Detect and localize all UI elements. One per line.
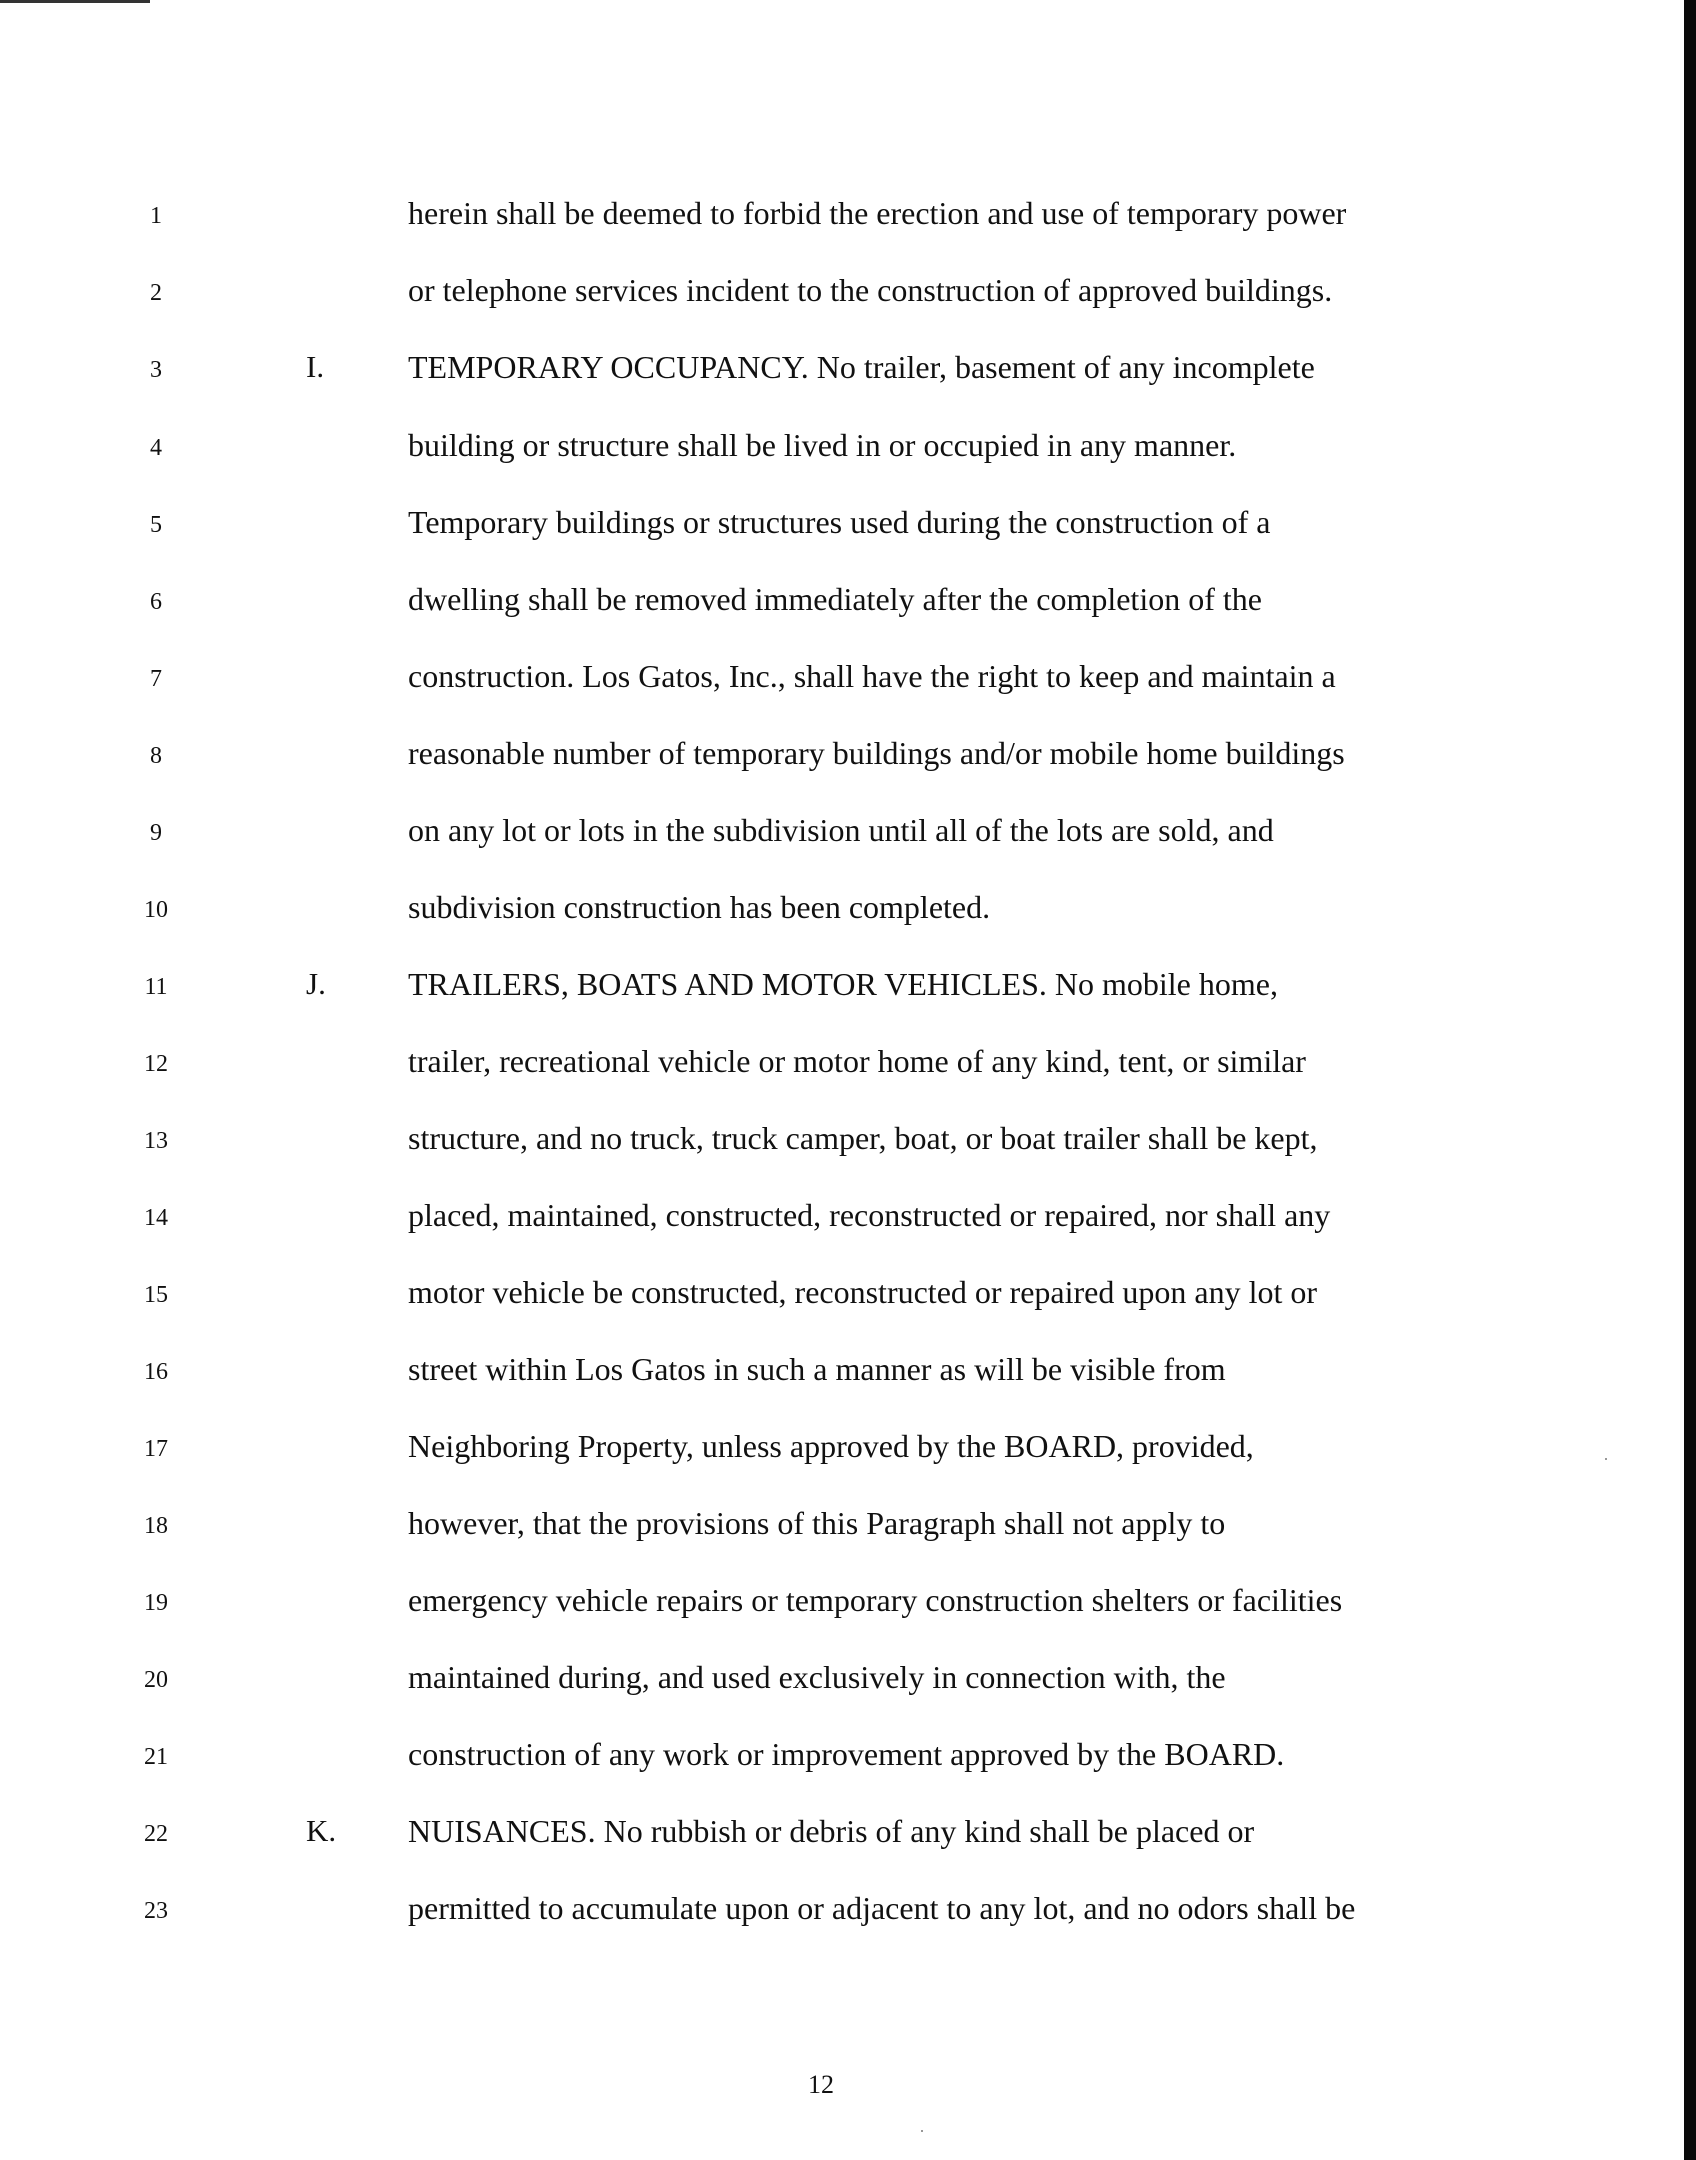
line-text: structure, and no truck, truck camper, boat, or boat trailer shall be kept,: [408, 1120, 1318, 1156]
line-number: 7: [150, 666, 162, 692]
line-number: 16: [144, 1359, 168, 1385]
line-text: street within Los Gatos in such a manner as will be visible from: [408, 1351, 1226, 1387]
line-text: TRAILERS, BOATS AND MOTOR VEHICLES. No mobile home,: [408, 966, 1278, 1002]
text-line: [0, 966, 1500, 1026]
line-number: 4: [150, 435, 162, 461]
line-text: or telephone services incident to the construction of approved buildings.: [408, 272, 1333, 308]
line-text: dwelling shall be removed immediately after the completion of the: [408, 581, 1262, 617]
text-line: [0, 658, 1500, 718]
line-text: maintained during, and used exclusively in connection with, the: [408, 1659, 1226, 1695]
text-line: [0, 1813, 1500, 1873]
line-text: NUISANCES. No rubbish or debris of any kind shall be placed or: [408, 1813, 1255, 1849]
line-text: reasonable number of temporary buildings and/or mobile home buildings: [408, 735, 1345, 771]
text-line: [0, 812, 1500, 872]
text-line: [0, 889, 1500, 949]
text-line: [0, 1505, 1500, 1565]
line-number: 2: [150, 280, 162, 306]
line-text: motor vehicle be constructed, reconstructed or repaired upon any lot or: [408, 1274, 1317, 1310]
line-number: 15: [144, 1282, 168, 1308]
text-line: [0, 1351, 1500, 1411]
line-number: 19: [144, 1590, 168, 1616]
text-line: [0, 735, 1500, 795]
line-text: placed, maintained, constructed, reconstructed or repaired, nor shall any: [408, 1197, 1331, 1233]
text-line: [0, 1120, 1500, 1180]
line-text: permitted to accumulate upon or adjacent to any lot, and no odors shall be: [408, 1890, 1356, 1926]
line-text: construction of any work or improvement approved by the BOARD.: [408, 1736, 1285, 1772]
line-text: Temporary buildings or structures used during the construction of a: [408, 504, 1271, 540]
text-line: [0, 1582, 1500, 1642]
line-number: 17: [144, 1436, 168, 1462]
line-number: 9: [150, 820, 162, 846]
scan-speck: [921, 2130, 923, 2132]
line-text: subdivision construction has been completed.: [408, 889, 991, 925]
line-number: 21: [144, 1744, 168, 1770]
line-text: TEMPORARY OCCUPANCY. No trailer, basement of any incomplete: [408, 349, 1315, 385]
text-line: [0, 1428, 1500, 1488]
line-number: 12: [144, 1051, 168, 1077]
line-number: 1: [150, 203, 162, 229]
text-line: [0, 427, 1500, 487]
line-number: 18: [144, 1513, 168, 1539]
page-number: 12: [808, 2070, 834, 2099]
line-text: however, that the provisions of this Paragraph shall not apply to: [408, 1505, 1226, 1541]
scan-border: [1684, 0, 1696, 2160]
text-line: [0, 581, 1500, 641]
line-text: building or structure shall be lived in or occupied in any manner.: [408, 427, 1237, 463]
text-line: [0, 1736, 1500, 1796]
scan-edge-mark: [0, 0, 150, 3]
line-number: 10: [144, 897, 168, 923]
line-text: on any lot or lots in the subdivision until all of the lots are sold, and: [408, 812, 1274, 848]
line-number: 23: [144, 1898, 168, 1924]
text-line: [0, 349, 1500, 409]
text-line: [0, 1659, 1500, 1719]
section-letter: K.: [306, 1813, 337, 1848]
line-number: 6: [150, 589, 162, 615]
line-text: emergency vehicle repairs or temporary construction shelters or facilities: [408, 1582, 1343, 1618]
line-number: 11: [144, 974, 168, 1000]
text-line: [0, 1043, 1500, 1103]
text-line: [0, 195, 1500, 255]
line-text: Neighboring Property, unless approved by the BOARD, provided,: [408, 1428, 1254, 1464]
text-line: [0, 504, 1500, 564]
line-number: 8: [150, 743, 162, 769]
line-number: 13: [144, 1128, 168, 1154]
line-number: 3: [150, 357, 162, 383]
text-line: [0, 1197, 1500, 1257]
line-number: 5: [150, 512, 162, 538]
section-letter: I.: [306, 349, 325, 384]
line-number: 20: [144, 1667, 168, 1693]
line-number: 14: [144, 1205, 168, 1231]
line-number: 22: [144, 1821, 168, 1847]
text-line: [0, 272, 1500, 332]
text-line: [0, 1890, 1500, 1950]
scan-speck: [1605, 1458, 1607, 1460]
line-text: herein shall be deemed to forbid the erection and use of temporary power: [408, 195, 1347, 231]
section-letter: J.: [306, 966, 326, 1001]
line-text: trailer, recreational vehicle or motor home of any kind, tent, or similar: [408, 1043, 1306, 1079]
line-text: construction. Los Gatos, Inc., shall have the right to keep and maintain a: [408, 658, 1336, 694]
text-line: [0, 1274, 1500, 1334]
